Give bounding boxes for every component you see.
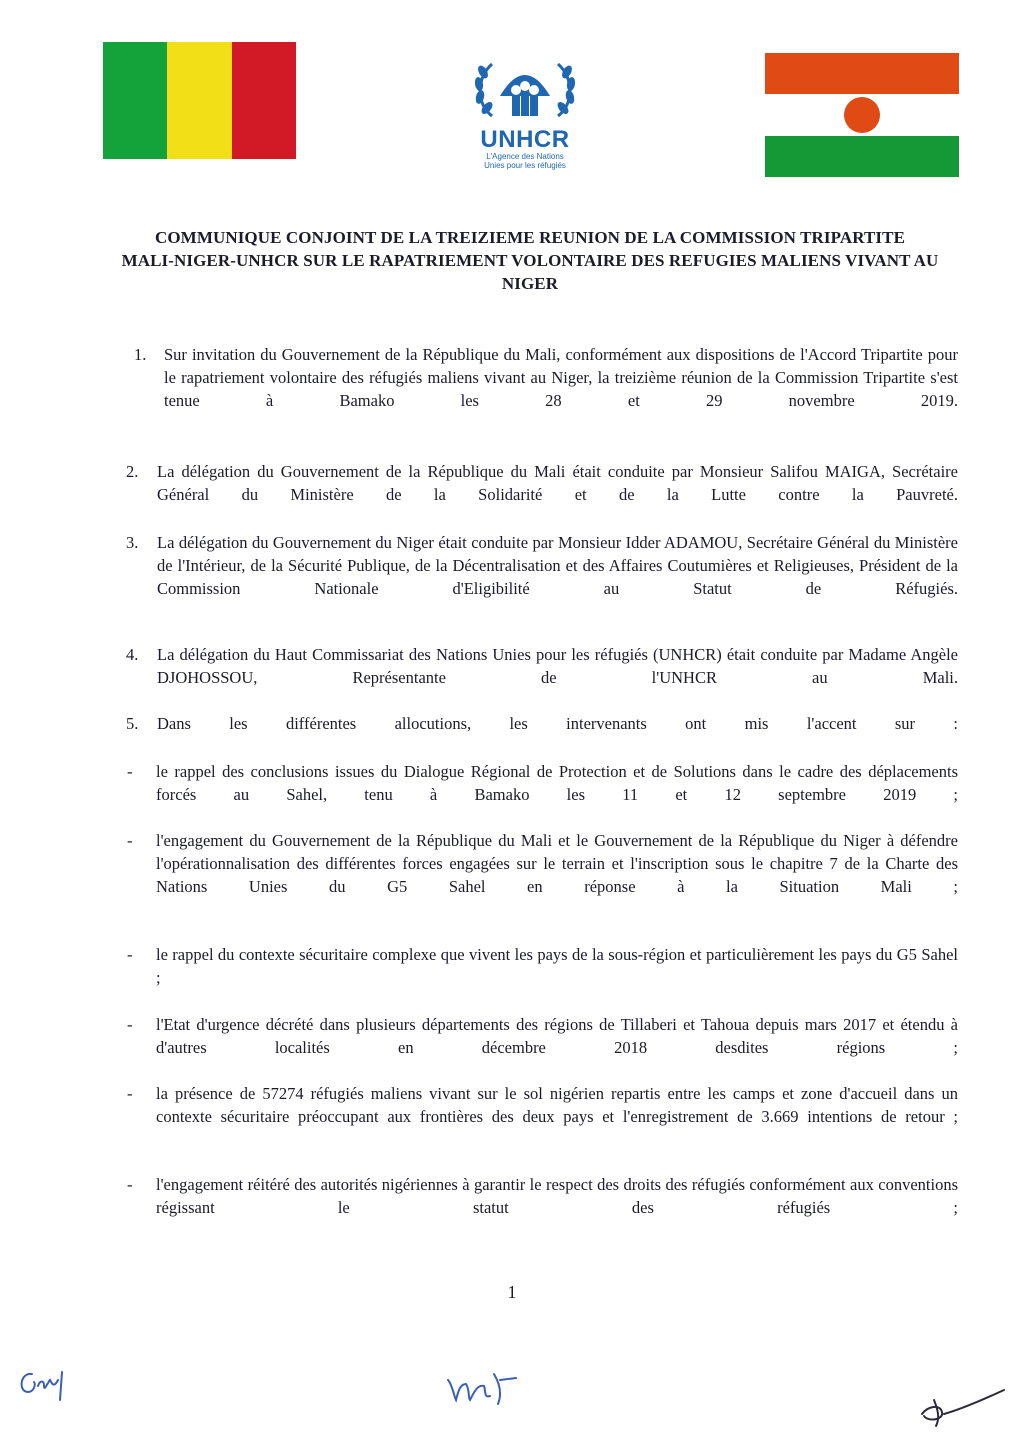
mali-flag-green-band <box>103 42 167 159</box>
handwritten-initials-left <box>14 1366 70 1406</box>
niger-flag-sun-disc <box>844 97 880 133</box>
bullet-text: le rappel du contexte sécuritaire complexe que vivent les pays de la sous-région et particulièrement les pays du G5 Sahel ; <box>156 945 958 987</box>
unhcr-tagline-2: Unies pour les réfugiés <box>484 161 566 170</box>
numbered-paragraph <box>126 531 958 623</box>
bullet-text: la présence de 57274 réfugiés maliens vivant sur le sol nigérien repartis entre les camps et zone d'accueil dans un contexte sécuritaire préoccupant aux frontières des deux pays et l'enregistrement de 3.669 intentions de retour ; <box>156 1084 958 1126</box>
title-line-1: COMMUNIQUE CONJOINT DE LA TREIZIEME REUNION DE LA COMMISSION TRIPARTITE <box>154 228 906 247</box>
page-number: 1 <box>507 1282 517 1302</box>
bullet-text: l'engagement réitéré des autorités nigériennes à garantir le respect des droits des réfugiés conformément aux conventions régissant le statut des réfugiés ; <box>156 1175 958 1217</box>
niger-flag-white-band <box>765 94 959 135</box>
paragraph-text: La délégation du Gouvernement de la République du Mali était conduite par Monsieur Salifou MAIGA, Secrétaire Général du Ministère de la Solidarité et de la Lutte contre la Pauvreté. <box>157 462 958 504</box>
bullet-dash: - <box>127 762 133 781</box>
unhcr-laurel-icon <box>470 56 580 126</box>
title-line-2: MALI-NIGER-UNHCR SUR LE RAPATRIEMENT VOLONTAIRE DES REFUGIES MALIENS VIVANT AU <box>121 251 939 270</box>
numbered-paragraph <box>126 712 958 758</box>
paragraph-text: Dans les différentes allocutions, les intervenants ont mis l'accent sur : <box>157 714 958 733</box>
bullet-dash: - <box>127 831 133 850</box>
niger-flag <box>765 53 959 177</box>
bullet-item <box>127 1013 958 1082</box>
numbered-paragraph <box>134 343 958 435</box>
bullet-item <box>127 829 958 921</box>
paragraph-text: Sur invitation du Gouvernement de la République du Mali, conformément aux dispositions de l'Accord Tripartite pour le rapatriement volontaire des réfugiés maliens vivant au Niger, la treizième réunion de la Commission Tripartite s'est tenue à Bamako les 28 et 29 novembre 2019. <box>164 345 958 410</box>
unhcr-wordmark: UNHCR <box>480 126 570 153</box>
bullet-item <box>127 1173 958 1242</box>
bullet-text: l'Etat d'urgence décrété dans plusieurs départements des régions de Tillaberi et Tahoua depuis mars 2017 et étendu à d'autres localités en décembre 2018 desdites régions ; <box>156 1015 958 1057</box>
bullet-text: l'engagement du Gouvernement de la République du Mali et le Gouvernement de la République du Niger à défendre l'opérationnalisation des différentes forces engagées sur le terrain et l'inscription sous le chapitre 7 de la Charte des Nations Unies du G5 Sahel en réponse à la Situation Mali ; <box>156 831 958 896</box>
unhcr-tagline-1: L'Agence des Nations <box>486 152 564 161</box>
title-line-3: NIGER <box>501 274 559 293</box>
paragraph-number: 5. <box>126 714 139 733</box>
handwritten-initials-center <box>444 1370 524 1410</box>
handwritten-signature-right <box>914 1386 1010 1430</box>
paragraph-number: 4. <box>126 645 139 664</box>
paragraph-number: 1. <box>134 345 147 364</box>
document-title <box>90 226 970 295</box>
niger-flag-green-band <box>765 136 959 177</box>
niger-flag-orange-band <box>765 53 959 94</box>
bullet-item <box>127 943 958 1012</box>
bullet-item <box>127 760 958 829</box>
mali-flag-red-band <box>232 42 296 159</box>
bullet-text: le rappel des conclusions issues du Dialogue Régional de Protection et de Solutions dans le cadre des déplacements forcés au Sahel, tenu à Bamako les 11 et 12 septembre 2019 ; <box>156 762 958 804</box>
paragraph-number: 3. <box>126 533 139 552</box>
mali-flag <box>103 42 296 159</box>
bullet-dash: - <box>127 945 133 964</box>
paragraph-text: La délégation du Gouvernement du Niger était conduite par Monsieur Idder ADAMOU, Secrétaire Général du Ministère de l'Intérieur, de la Sécurité Publique, de la Décentralisation et des Affaires Coutumières et Religieuses, Président de la Commission Nationale d'Eligibilité au Statut de Réfugiés. <box>157 533 958 598</box>
bullet-dash: - <box>127 1175 133 1194</box>
numbered-paragraph <box>126 643 958 712</box>
bullet-item <box>127 1082 958 1151</box>
paragraph-text: La délégation du Haut Commissariat des Nations Unies pour les réfugiés (UNHCR) était conduite par Madame Angèle DJOHOSSOU, Représentante de l'UNHCR au Mali. <box>157 645 958 687</box>
paragraph-number: 2. <box>126 462 139 481</box>
bullet-dash: - <box>127 1015 133 1034</box>
mali-flag-yellow-band <box>167 42 231 159</box>
bullet-dash: - <box>127 1084 133 1103</box>
numbered-paragraph <box>126 460 958 529</box>
unhcr-logo <box>460 56 590 176</box>
